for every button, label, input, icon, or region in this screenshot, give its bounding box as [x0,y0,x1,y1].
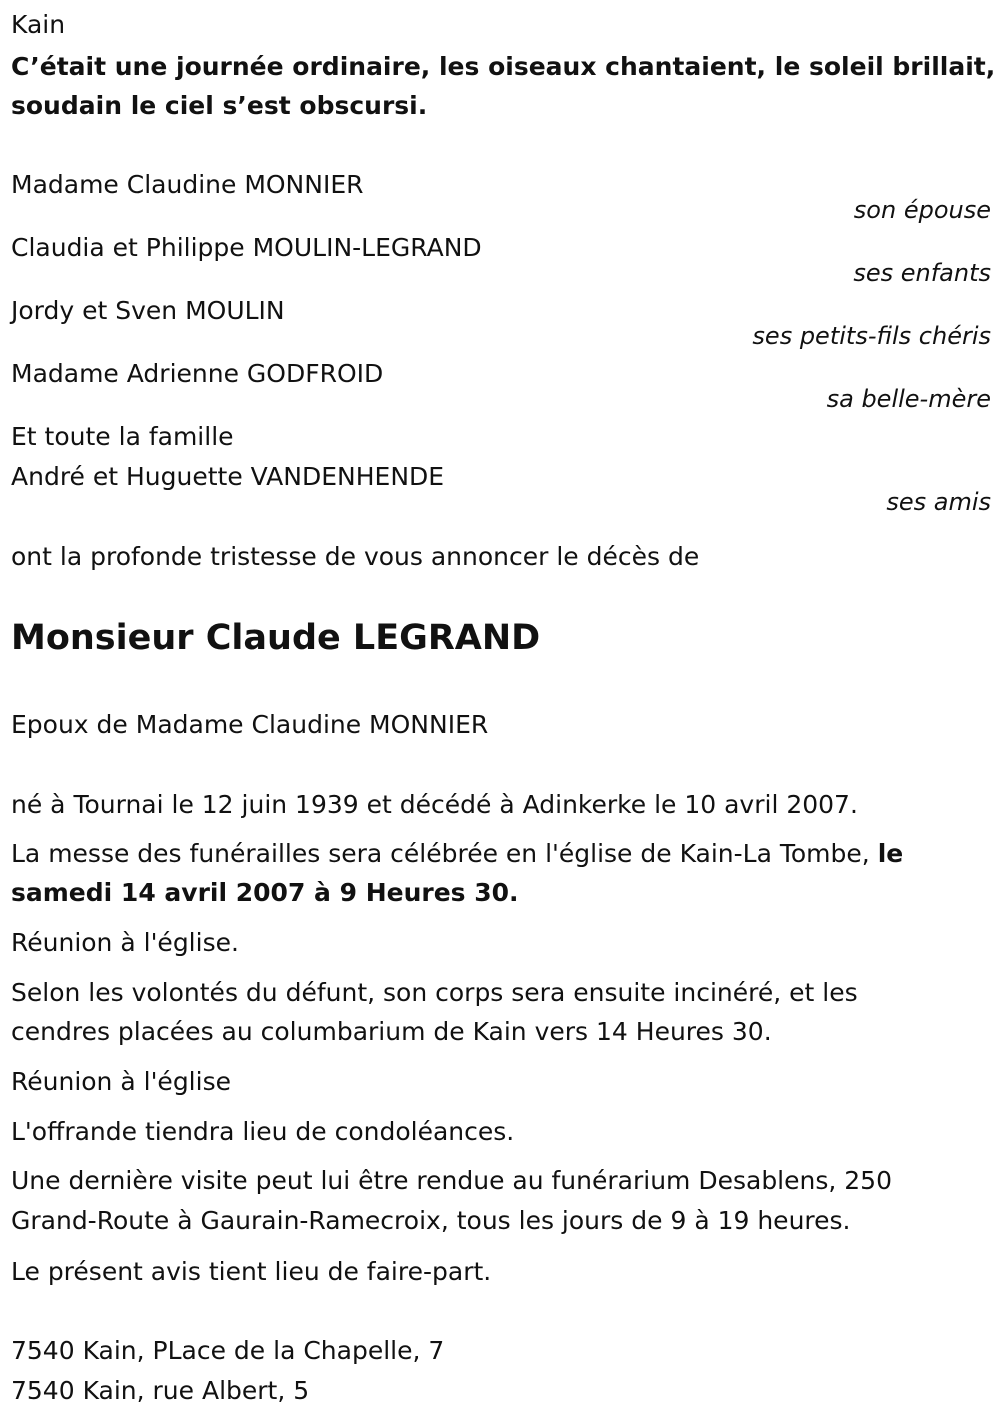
family-name: Jordy et Sven MOULIN [11,296,285,325]
reunion-line: Réunion à l'église [11,1067,231,1096]
mass-date-start: le [877,839,904,868]
address-line: 7540 Kain, PLace de la Chapelle, 7 [11,1336,445,1365]
family-name: Madame Adrienne GODFROID [11,359,384,388]
cremation-line-1: Selon les volontés du défunt, son corps sera ensuite incinéré, et les [11,978,858,1007]
family-name: Claudia et Philippe MOULIN-LEGRAND [11,233,482,262]
family-relation: son épouse [853,196,991,224]
reunion-line: Réunion à l'église. [11,928,239,957]
family-relation: ses petits-fils chéris [752,322,991,350]
birth-death-line: né à Tournai le 12 juin 1939 et décédé à Adinkerke le 10 avril 2007. [11,790,858,819]
family-name: Madame Claudine MONNIER [11,170,364,199]
offering-line: L'offrande tiendra lieu de condoléances. [11,1117,515,1146]
friends-name: André et Huguette VANDENHENDE [11,462,445,491]
announcement-text: ont la profonde tristesse de vous annoncer le décès de [11,542,700,571]
visit-line-2: Grand-Route à Gaurain-Ramecroix, tous les jours de 9 à 19 heures. [11,1206,851,1235]
family-relation: sa belle-mère [826,385,991,413]
city-heading: Kain [11,10,66,39]
cremation-line-2: cendres placées au columbarium de Kain vers 14 Heures 30. [11,1017,772,1046]
all-family-line: Et toute la famille [11,422,234,451]
spouse-line: Epoux de Madame Claudine MONNIER [11,710,489,739]
family-relation: ses enfants [853,259,991,287]
deceased-name: Monsieur Claude LEGRAND [11,618,541,658]
friends-relation: ses amis [886,488,991,516]
quote-line-1: C’était une journée ordinaire, les oiseaux chantaient, le soleil brillait, [11,52,996,81]
mass-line-1 [11,834,903,874]
address-line: 7540 Kain, rue Albert, 5 [11,1376,310,1405]
quote-line-2: soudain le ciel s’est obscursi. [11,91,428,120]
mass-text: La messe des funérailles sera célébrée en l'église de Kain-La Tombe, [11,839,870,868]
notice-line: Le présent avis tient lieu de faire-part. [11,1257,492,1286]
mass-date-line: samedi 14 avril 2007 à 9 Heures 30. [11,878,519,907]
visit-line-1: Une dernière visite peut lui être rendue au funérarium Desablens, 250 [11,1166,892,1195]
